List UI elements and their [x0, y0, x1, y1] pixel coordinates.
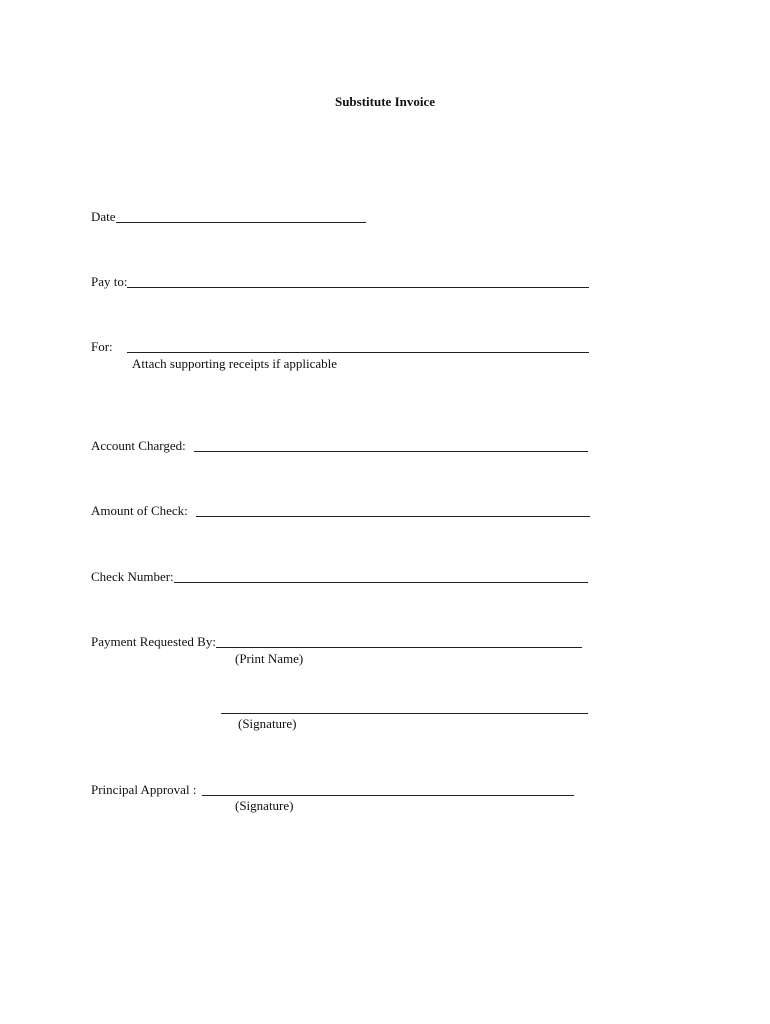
pay-to-label: Pay to: — [91, 274, 128, 289]
pay-to-field[interactable] — [127, 274, 589, 288]
amount-of-check-row — [91, 503, 590, 519]
account-charged-label: Account Charged: — [91, 438, 186, 453]
for-note: Attach supporting receipts if applicable — [132, 356, 338, 371]
account-charged-row — [91, 438, 588, 454]
for-label: For: — [91, 339, 113, 354]
payment-requested-by-row — [91, 634, 582, 650]
principal-approval-label: Principal Approval : — [91, 782, 197, 797]
check-number-label: Check Number: — [91, 569, 174, 584]
date-field[interactable] — [116, 209, 366, 223]
print-name-note: (Print Name) — [235, 651, 304, 666]
date-row — [91, 209, 366, 225]
account-charged-field[interactable] — [194, 438, 588, 452]
principal-signature-note: (Signature) — [235, 798, 294, 813]
check-number-row — [91, 569, 588, 585]
for-row — [91, 339, 589, 355]
requester-signature-row — [221, 700, 588, 716]
principal-approval-row — [91, 782, 574, 798]
requester-signature-note: (Signature) — [238, 716, 297, 731]
document-title: Substitute Invoice — [334, 94, 436, 109]
payment-requested-by-label: Payment Requested By: — [91, 634, 216, 649]
for-field[interactable] — [127, 339, 589, 353]
amount-of-check-field[interactable] — [196, 503, 590, 517]
requester-signature-field[interactable] — [221, 700, 588, 714]
pay-to-row — [91, 274, 589, 290]
principal-approval-field[interactable] — [202, 782, 574, 796]
amount-of-check-label: Amount of Check: — [91, 503, 188, 518]
check-number-field[interactable] — [174, 569, 588, 583]
date-label: Date — [91, 209, 116, 224]
payment-requested-by-field[interactable] — [216, 634, 582, 648]
